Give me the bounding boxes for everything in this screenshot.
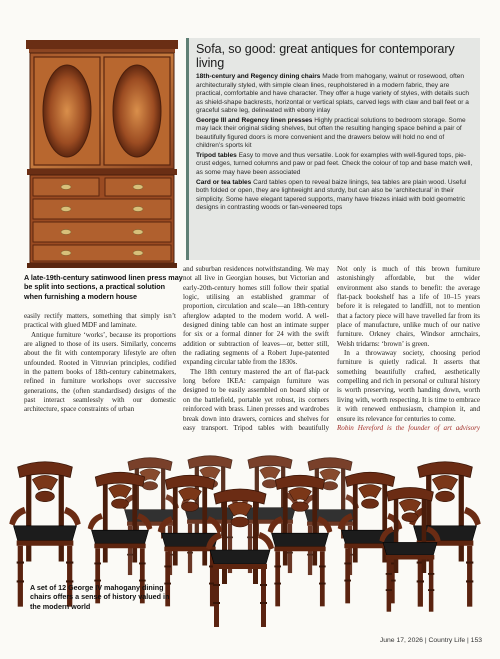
dining-chairs-caption: A set of 12 George IV mahogany dining chairs offers a sense of history valued in the modern world — [30, 583, 170, 611]
sidebar-entry-linen-presses — [196, 117, 473, 151]
sidebar-entry-tripod-tables — [196, 152, 473, 178]
linen-press-image — [24, 38, 180, 270]
sidebar-title: Sofa, so good: great antiques for contemporary living — [196, 42, 455, 70]
byline-text: Robin Hereford is the founder of art advisory — [337, 423, 480, 432]
body-paragraph: easily rectify matters, something that simply isn’t practical with glued MDF and laminate. — [24, 312, 176, 330]
body-paragraph: The 18th century mastered the art of flat-pack long before IKEA: campaign furniture was designed to be easily assembled on board ship or on the battlefield, portable yet robust, its corners reinforced with brass. Linen presses and wardrobes break down into drawers, cornices and shelves for easy transport. Tripod tables with beautifully — [183, 367, 329, 432]
sidebar-entry-lead: Card or tea tables — [196, 178, 252, 186]
sidebar-entry-card-tables — [196, 179, 473, 213]
sidebar-box — [186, 38, 480, 260]
body-column-2 — [183, 265, 329, 452]
sidebar-entry-text: Made from mahogany, walnut or rosewood, often architecturally styled, with simple clean lines, reupholstered in a modern fabric, they are practical, comfortable and have character. They offer a huge variety of styles, with details such as shield-shape backrests, horizontal or vertical splats, carved legs with claw and ball feet or a graceful sabre leg, delineated with ebony inlay — [196, 73, 470, 115]
body-paragraph: Antique furniture ‘works’, because its proportions are aligned to those of its users. Similarly, concerns about the fit with contemporary lifestyle are often unfounded. Rooted in Vitruvian principles, codified in the pattern books of 18th-century cabinetmakers, refined in furniture workshops over successive generations, the (often standardised) designs of the past interact seamlessly with our domestic architecture, space constraints of urban — [24, 330, 176, 414]
sidebar-entry-text: Highly practical solutions to bedroom storage. Some may lack their original sliding shelves, but often the resulting hanging space behind a pair of beautifully figured doors is more convenient and the drawers below will hold no end of children’s sports kit — [196, 116, 466, 150]
sidebar-entry-lead: 18th-century and Regency dining chairs — [196, 73, 321, 80]
sidebar-entry-text: Card tables open to reveal baize linings, tea tables are plain wood. Useful both folded or open, they are lightweight and sturdy, but can also be ‘architectural’ in their simplicity. Some have elegant tapered supports, many have friezes inlaid with bold geometric designs in contrasting woods or fan-veneered tops — [196, 178, 467, 212]
sidebar-entry-lead: Tripod tables — [196, 151, 237, 159]
body-paragraph: Not only is much of this brown furniture astonishingly affordable, but the wider environment also stands to benefit: the average flat-pack bookshelf has a life of 10–15 years before it is relegated to landfill, not to mention that a factory piece will have travelled far from its place of manufacture, unlike much of our native furniture. Orkney chairs, Windsor armchairs, Welsh tridarns: ‘brown’ is green. — [337, 265, 480, 348]
linen-press-caption: A late-19th-century satinwood linen press may be split into sections, a practical solution when furnishing a modern house — [24, 273, 183, 301]
body-paragraph: In a throwaway society, choosing period furniture is quietly radical. It asserts that something beautifully crafted, aesthetically compelling and rich in personal or cultural history is worth preserving, worth handing down, worth living with, worth respecting. It is time to embrace it with renewed enthusiasm, champion it, and ensure its relevance for centuries to come. — [337, 349, 480, 423]
sidebar-entry-lead: George III and Regency linen presses — [196, 116, 313, 124]
page-folio: June 17, 2026 | Country Life | 153 — [379, 637, 482, 644]
body-column-3 — [337, 265, 480, 452]
body-paragraph: and suburban residences notwithstanding. We may not all live in Georgian houses, but Victorian and early-20th-century homes still follow their spatial logic, utilising an established grammar of proportion, circulation and scale—an 18th-century afterglow adapted to the modern world. A well-designed dining table can host an intimate supper for six or a formal dinner for 24 with the swift addition or subtraction of leaves—or, better still, the radiating segments of a Robert Jupe-patented expanding circular table from the 1830s. — [183, 265, 329, 367]
body-column-1 — [24, 312, 176, 415]
sidebar-entry-text: Easy to move and thus versatile. Look for examples with well-figured tops, pie-crust edges, turned columns and paw or pad feet. Check the colour of top and base match well, as some may have been associated — [196, 151, 473, 177]
sidebar-entry-dining-chairs — [196, 73, 473, 116]
